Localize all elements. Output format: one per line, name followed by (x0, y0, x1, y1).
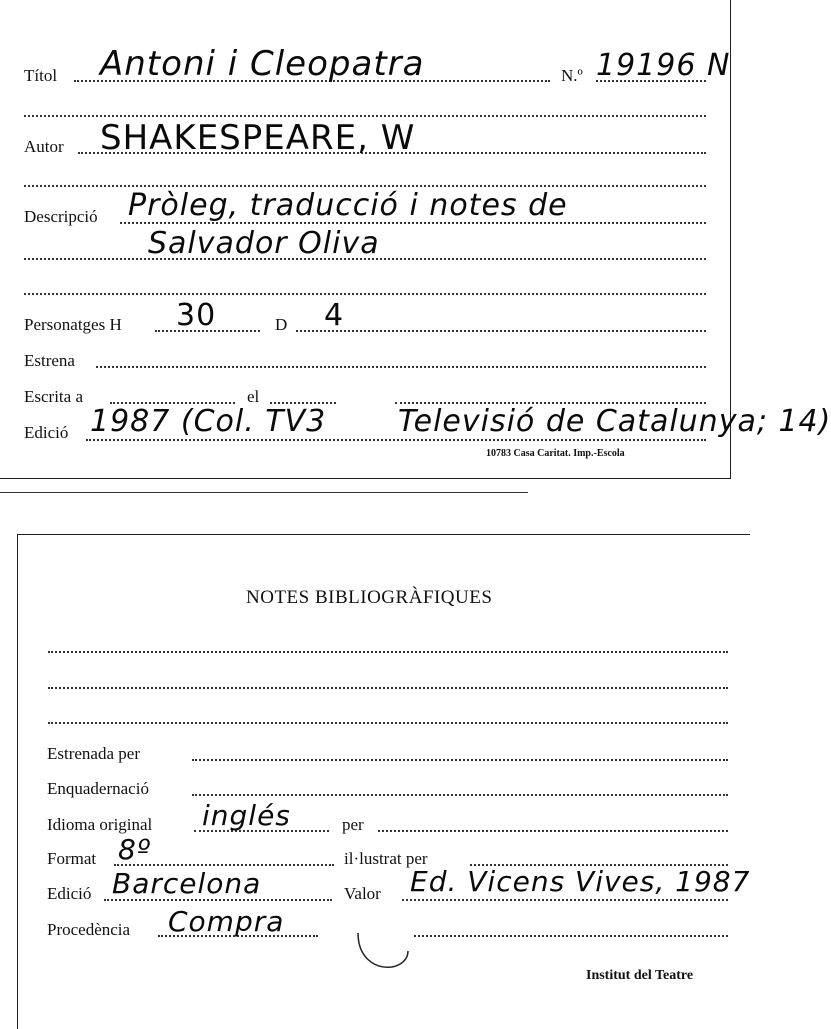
catalog-card-front (0, 0, 831, 479)
idioma-label: Idioma original (47, 815, 153, 834)
ruled-line (48, 687, 728, 689)
ruled-line (24, 293, 706, 295)
printer-imprint: 10783 Casa Caritat. Imp.-Escola (486, 448, 625, 459)
edicio-label: Edició (47, 884, 92, 903)
procedencia-label: Procedència (47, 920, 131, 939)
format-value: 8º (118, 833, 152, 866)
procedencia-line-2 (414, 935, 728, 937)
descripcio-value-line1: Pròleg, traducció i notes de (128, 188, 568, 223)
valor-line (402, 899, 728, 901)
card-edge (0, 492, 528, 493)
titol-label: Títol (24, 66, 58, 85)
procedencia-value: Compra (168, 905, 285, 938)
ruled-line (24, 185, 706, 187)
idioma-value: inglés (202, 799, 291, 832)
descripcio-label: Descripció (24, 207, 98, 226)
per-label: per (342, 815, 364, 834)
autor-value: SHAKESPEARE, W (100, 118, 416, 158)
estrena-label: Estrena (24, 351, 75, 370)
personatges-d-line (296, 330, 706, 332)
personatges-label: Personatges H (24, 315, 122, 334)
catalog-card-back (17, 534, 750, 1029)
enquadernacio-label: Enquadernació (47, 779, 149, 798)
punch-hole-mark (354, 927, 414, 977)
edicio-value-rest: Televisió de Catalunya; 14) (398, 404, 831, 439)
personatges-d-value: 4 (324, 298, 345, 333)
institution-footer: Institut del Teatre (586, 968, 694, 983)
section-heading: NOTES BIBLIOGRÀFIQUES (246, 587, 493, 608)
el-label: el (247, 387, 260, 406)
per-line (378, 830, 728, 832)
estrenada-line (192, 759, 728, 761)
ruled-line (48, 651, 728, 653)
numero-value: 19196 N (596, 48, 731, 83)
personatges-d-label: D (275, 315, 288, 334)
autor-label: Autor (24, 137, 64, 156)
valor-value: Ed. Vicens Vives, 1987 (410, 865, 751, 898)
escrita-label: Escrita a (24, 387, 83, 406)
edicio-label: Edició (24, 423, 69, 442)
numero-label: N.º (561, 66, 583, 85)
estrenada-label: Estrenada per (47, 744, 140, 763)
ruled-line (24, 115, 706, 117)
descripcio-value-line2: Salvador Oliva (148, 226, 380, 261)
valor-label: Valor (344, 884, 381, 903)
ruled-line (48, 722, 728, 724)
edicio-line (86, 439, 706, 441)
illustrat-label: il·lustrat per (344, 849, 428, 868)
format-label: Format (47, 849, 97, 868)
personatges-h-value: 30 (176, 298, 217, 333)
enquadernacio-line (192, 794, 728, 796)
titol-value: Antoni i Cleopatra (100, 44, 425, 84)
edicio-value: Barcelona (112, 867, 262, 900)
edicio-value-year: 1987 (Col. TV3 (90, 404, 327, 439)
estrena-line (96, 366, 706, 368)
